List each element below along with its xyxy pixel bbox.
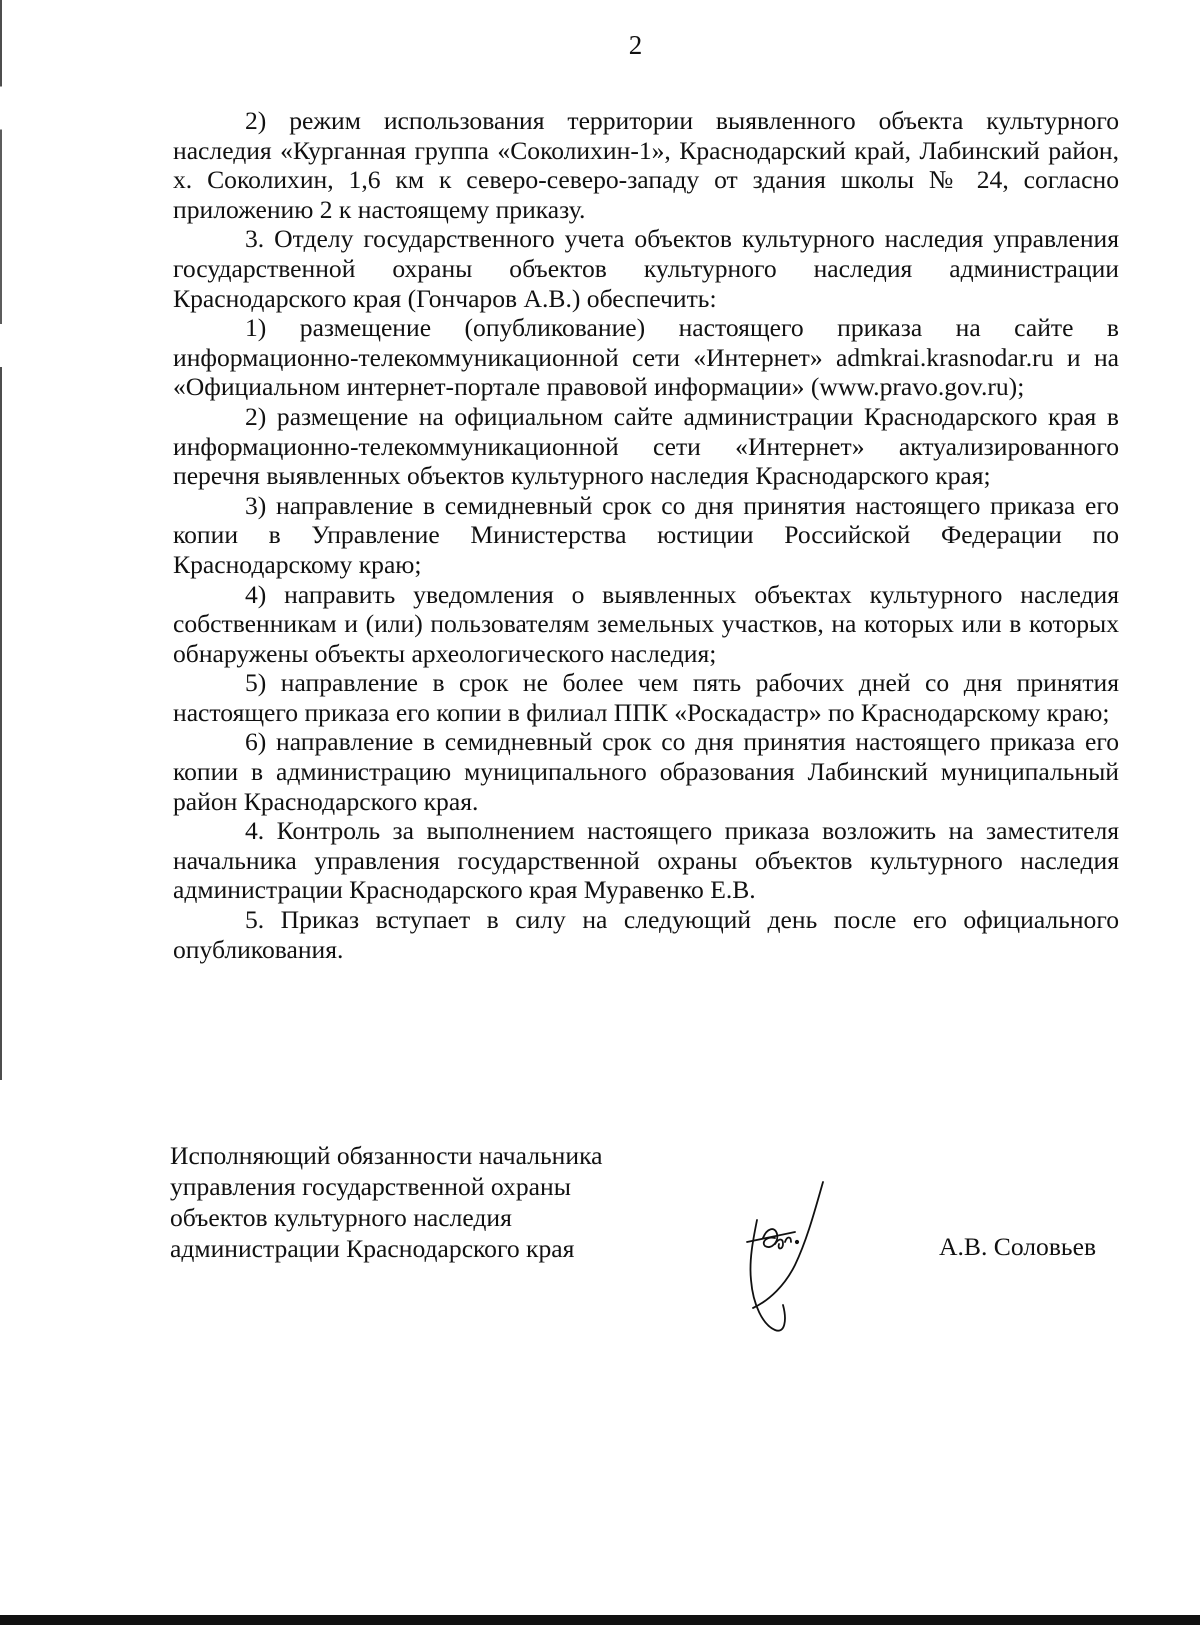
page-number: 2 (628, 30, 643, 60)
paragraph-3-department: 3. Отделу государственного учета объектов культурного наследия управления государственной охраны объектов культурного наследия администрации Краснодарского края (Гончаров А.В.) обеспечить: (173, 224, 1119, 313)
paragraph-3-5-roskadastr: 5) направление в срок не более чем пять рабочих дней со дня принятия настоящего приказа его копии в филиал ППК «Роскадастр» по Краснодарскому краю; (173, 668, 1119, 727)
signer-position (170, 1140, 602, 1264)
paragraph-3-1-publication: 1) размещение (опубликование) настоящего приказа на сайте в информационно-телекоммуникационной сети «Интернет» admkrai.krasnodar.ru и на «Официальном интернет-портале правовой информации» (www.pravo.gov.ru); (173, 313, 1119, 402)
paragraph-3-2-site-placement: 2) размещение на официальном сайте администрации Краснодарского края в информационно-телекоммуникационной сети «Интернет» актуализированного перечня выявленных объектов культурного наследия Краснодарского края; (173, 401, 1119, 491)
paragraph-2-regime: 2) режим использования территории выявленного объекта культурного наследия «Курганная группа «Соколихин-1», Краснодарский край, Лабинский район, х. Соколихин, 1,6 км к северо-северо-западу от здания школы № 24, согласно приложению 2 к настоящему приказу. (173, 106, 1119, 224)
scan-bottom-edge (0, 1615, 1200, 1625)
document-body (173, 106, 1119, 964)
scan-left-edge (0, 0, 2, 1080)
signer-position-line: Исполняющий обязанности начальника (170, 1141, 603, 1170)
paragraph-4-control: 4. Контроль за выполнением настоящего приказа возложить на заместителя начальника управления государственной охраны объектов культурного наследия администрации Краснодарского края Муравенко Е.В. (173, 816, 1119, 905)
handwritten-signature (745, 1180, 855, 1340)
paragraph-3-6-municipality: 6) направление в семидневный срок со дня принятия настоящего приказа его копии в администрацию муниципального образования Лабинский муниципальный район Краснодарского края. (173, 727, 1119, 816)
signer-position-line: объектов культурного наследия (170, 1203, 512, 1232)
signer-position-line: администрации Краснодарского края (170, 1234, 575, 1263)
paragraph-5-effective: 5. Приказ вступает в силу на следующий день после его официального опубликования. (173, 905, 1119, 964)
signer-position-line: управления государственной охраны (170, 1172, 571, 1201)
paragraph-3-4-notifications: 4) направить уведомления о выявленных объектах культурного наследия собственникам и (или) пользователям земельных участков, на которых или в которых обнаружены объекты археологического наследия; (173, 579, 1119, 668)
signer-name: А.В. Соловьев (939, 1232, 1097, 1261)
paragraph-3-3-ministry-copy: 3) направление в семидневный срок со дня принятия настоящего приказа его копии в Управление Министерства юстиции Российской Федерации по Краснодарскому краю; (173, 490, 1119, 579)
